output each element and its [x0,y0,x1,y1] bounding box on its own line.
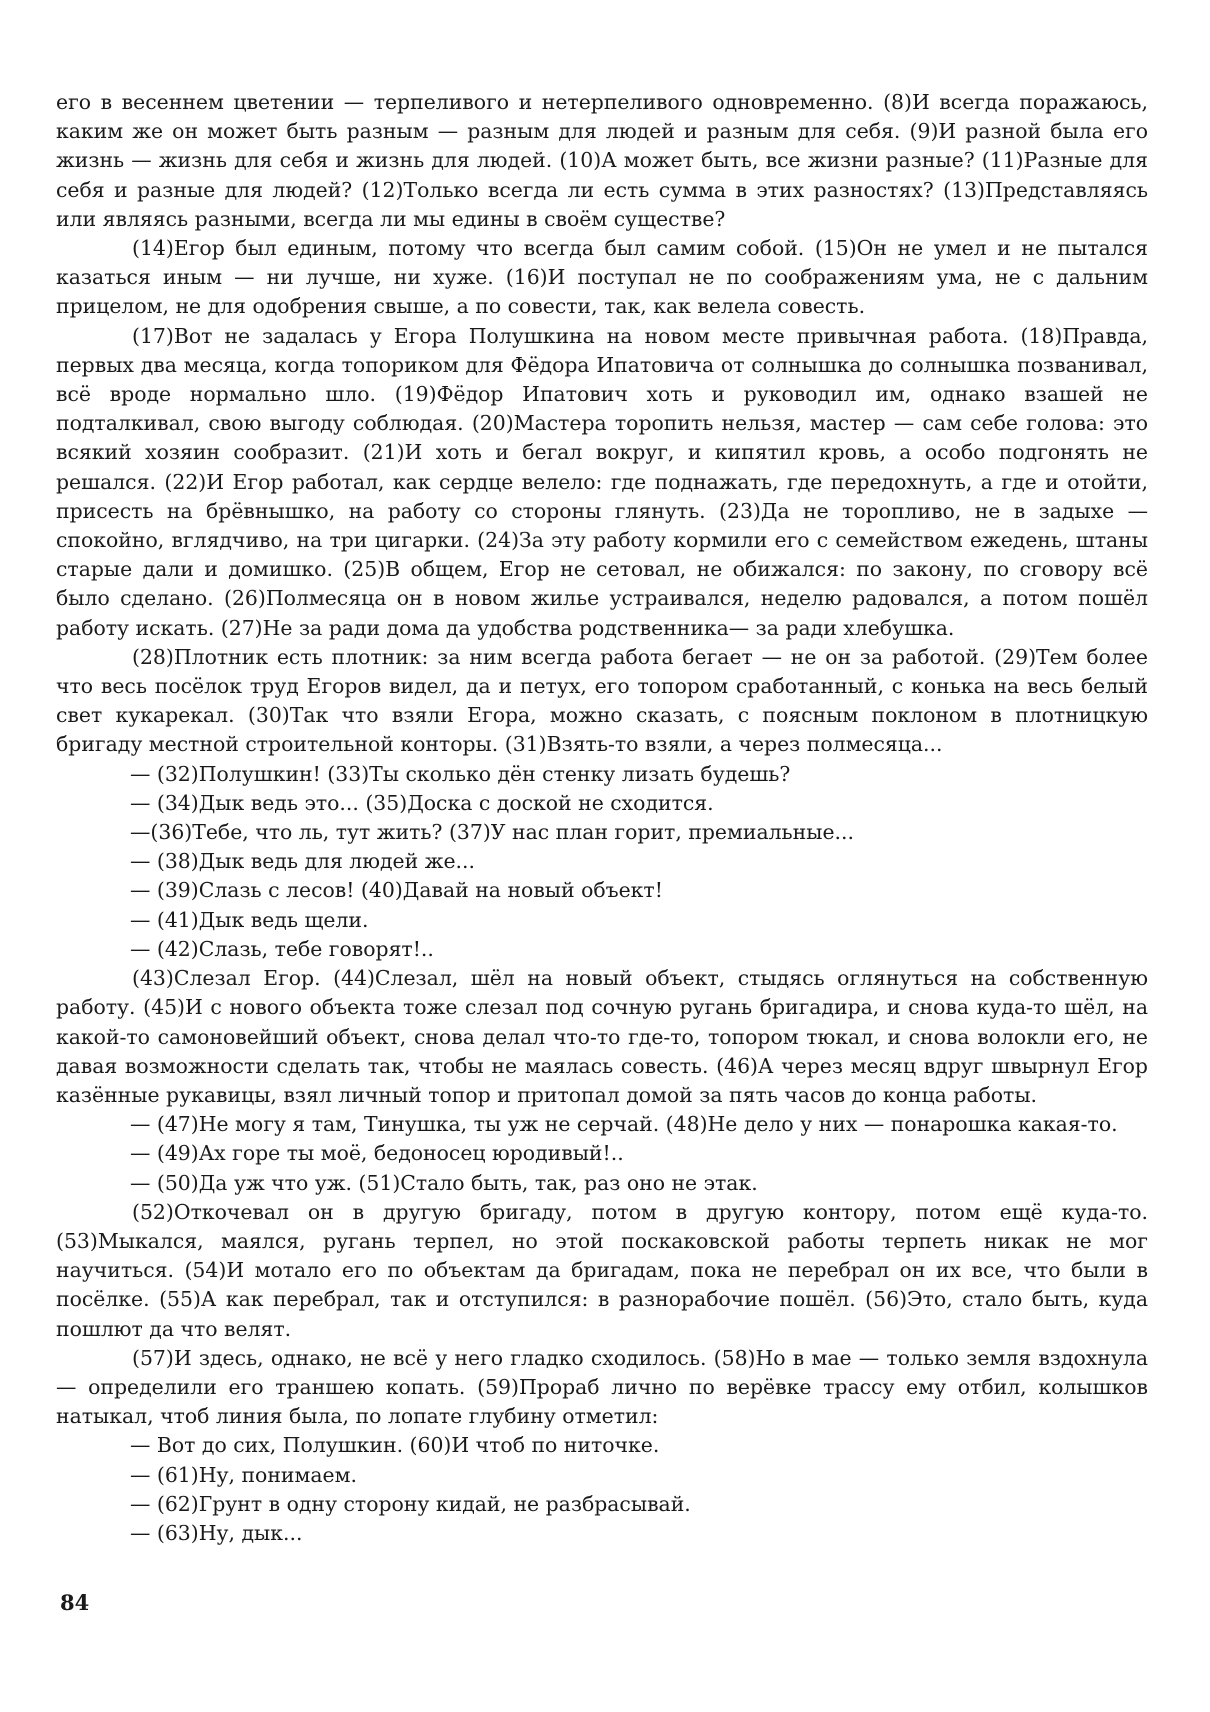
dialogue-line-47: — (47)Не могу я там, Тинушка, ты уж не серчай. (48)Не дело у них — понарошка какая-то. [130,1112,1118,1137]
paragraph-28: (28)Плотник есть плотник: за ним всегда работа бегает — не он за работой. (29)Тем более что весь посёлок труд Егоров видел, да и петух, его топором сработанный, с конька на весь белый свет кукарекал. (30)Так что взяли Егора, можно сказать, с поясным поклоном в плотницкую бригаду местной строительной конторы. (31)Взять-то взяли, а через полмесяца... [56,644,1148,757]
main-text [56,88,1148,1548]
page-number: 84 [60,1590,90,1615]
paragraph-17: (17)Вот не задалась у Егора Полушкина на новом месте привычная работа. (18)Правда, первых два месяца, когда топориком для Фёдора Ипатовича от солнышка до солнышка позванивал, всё вроде нормально шло. (19)Фёдор Ипатович хоть и руководил им, однако взашей не подталкивал, свою выгоду соблюдая. (20)Мастера торопить нельзя, мастер — сам себе голова: это всякий хозяин сообразит. (21)И хоть и бегал вокруг, и кипятил кровь, а особо подгонять не решался. (22)И Егор работал, как сердце велело: где поднажать, где передохнуть, а где и отойти, присесть на брёвнышко, на работу со стороны глянуть. (23)Да не торопливо, не в задыхе — спокойно, вглядчиво, на три цигарки. (24)За эту работу кормили его с семейством ежедень, штаны старые дали и домишко. (25)В общем, Егор не сетовал, не обижался: по закону, по сговору всё было сделано. (26)Полмесяца он в новом жилье устраивался, неделю радовался, а потом пошёл работу искать. (27)Не за ради дома да удобства родственника— за ради хлебушка. [56,323,1148,640]
dialogue-line-36: —(36)Тебе, что ль, тут жить? (37)У нас план горит, премиальные... [130,820,854,845]
dialogue-line-32: — (32)Полушкин! (33)Ты сколько дён стенку лизать будешь? [130,761,791,786]
dialogue-line-41: — (41)Дык ведь щели. [130,907,369,932]
paragraph-57: (57)И здесь, однако, не всё у него гладко сходилось. (58)Но в мае — только земля вздохнула — определили его траншею копать. (59)Прораб лично по верёвке трассу ему отбил, колышков натыкал, чтоб линия была, по лопате глубину отметил: [56,1345,1148,1429]
paragraph-43: (43)Слезал Егор. (44)Слезал, шёл на новый объект, стыдясь оглянуться на собственную работу. (45)И с нового объекта тоже слезал под сочную ругань бригадира, и снова куда-то шёл, на какой-то самоновейший объект, снова делал что-то где-то, топором тюкал, и снова волокли его, не давая возможности сделать так, чтобы не маялась совесть. (46)А через месяц вдруг швырнул Егор казённые рукавицы, взял личный топор и притопал домой за пять часов до конца работы. [56,966,1148,1107]
dialogue-line-49: — (49)Ах горе ты моё, бедоносец юродивый!.. [130,1141,624,1166]
paragraph-14: (14)Егор был единым, потому что всегда был самим собой. (15)Он не умел и не пытался казаться иным — ни лучше, ни хуже. (16)И поступал не по соображениям ума, не с дальним прицелом, не для одобрения свыше, а по совести, так, как велела совесть. [56,236,1148,319]
dialogue-line-61: — (61)Ну, понимаем. [130,1462,357,1487]
dialogue-line-59: — Вот до сих, Полушкин. (60)И чтоб по ниточке. [130,1433,660,1458]
dialogue-line-38: — (38)Дык ведь для людей же... [130,849,475,874]
dialogue-line-62: — (62)Грунт в одну сторону кидай, не разбрасывай. [130,1491,691,1516]
dialogue-line-42: — (42)Слазь, тебе говорят!.. [130,936,434,961]
dialogue-line-63: — (63)Ну, дык... [130,1520,303,1545]
paragraph-continuation: его в весеннем цветении — терпеливого и нетерпеливого одновременно. (8)И всегда поражаюсь, каким же он может быть разным — разным для людей и разным для себя. (9)И разной была его жизнь — жизнь для себя и жизнь для людей. (10)А может быть, все жизни разные? (11)Разные для себя и разные для людей? (12)Только всегда ли есть сумма в этих разностях? (13)Представляясь или являясь разными, всегда ли мы едины в своём существе? [56,90,1148,231]
dialogue-line-34: — (34)Дык ведь это... (35)Доска с доской не сходится. [130,790,714,815]
dialogue-line-50: — (50)Да уж что уж. (51)Стало быть, так, раз оно не этак. [130,1170,758,1195]
paragraph-52: (52)Откочевал он в другую бригаду, потом в другую контору, потом ещё куда-то. (53)Мыкался, маялся, ругань терпел, но этой поскаковской работы терпеть никак не мог научиться. (54)И мотало его по объектам да бригадам, пока не перебрал он их все, что были в посёлке. (55)А как перебрал, так и отступился: в разнорабочие пошёл. (56)Это, стало быть, куда пошлют да что велят. [56,1199,1148,1341]
dialogue-line-39: — (39)Слазь с лесов! (40)Давай на новый объект! [130,878,663,903]
